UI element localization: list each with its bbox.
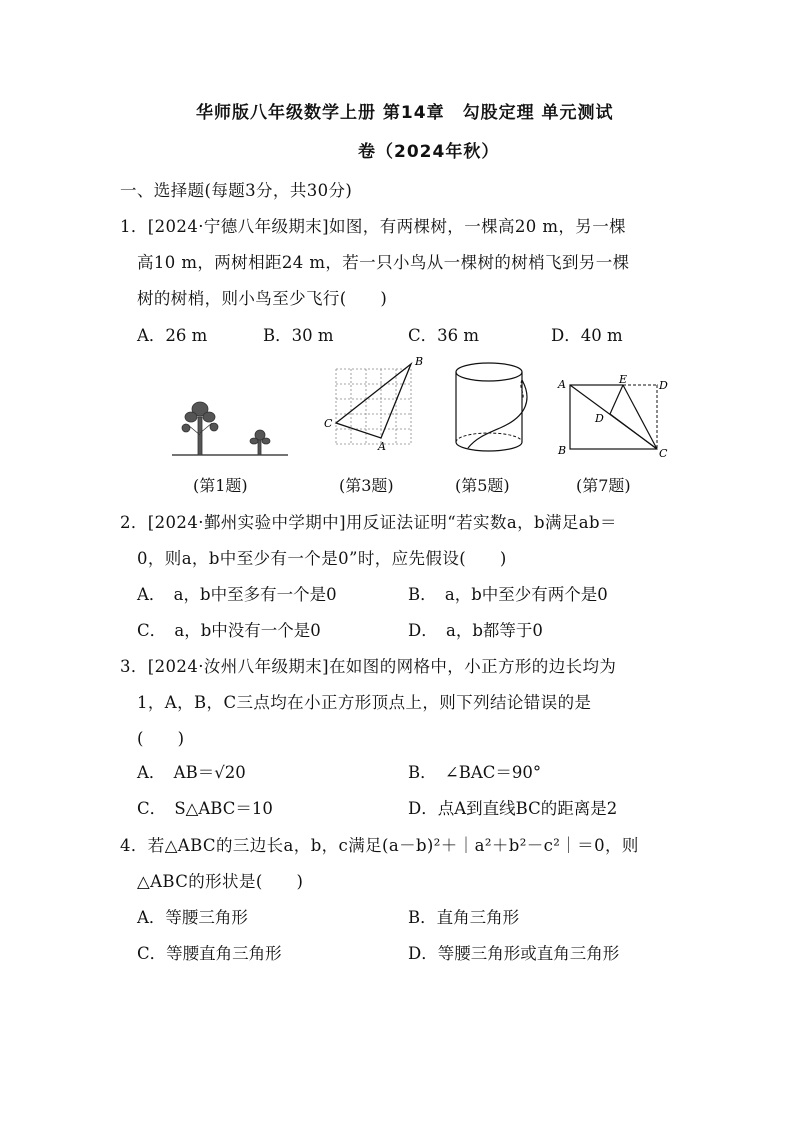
- q2-option-d: D． a，b都等于0: [408, 621, 543, 640]
- q3-line-3: ( ): [137, 729, 185, 748]
- figure-3-caption: (第3题): [339, 476, 394, 495]
- q4-option-c: C．等腰直角三角形: [137, 944, 282, 963]
- figure-7-rectangle: [555, 372, 671, 460]
- figure-3-grid-triangle: [318, 355, 428, 451]
- q4-line-1: 4．若△ABC的三边长a，b，c满足(a－b)²＋｜a²＋b²－c²｜＝0，则: [120, 836, 639, 855]
- q4-option-a: A．等腰三角形: [137, 908, 248, 927]
- page-title-line-2: 卷（2024年秋）: [358, 142, 500, 162]
- point-e-label: E: [619, 373, 628, 386]
- point-a-label: A: [378, 440, 386, 453]
- q2-line-1: 2．[2024·鄞州实验中学期中]用反证法证明“若实数a，b满足ab＝: [120, 513, 617, 532]
- q1-option-d: D．40 m: [551, 326, 623, 345]
- q1-option-a: A．26 m: [137, 326, 208, 345]
- q4-line-2: △ABC的形状是( ): [137, 872, 304, 891]
- q2-line-2: 0，则a，b中至少有一个是0”时，应先假设( ): [137, 549, 507, 568]
- figure-5-caption: (第5题): [455, 476, 510, 495]
- q3-line-1: 3．[2024·汝州八年级期末]在如图的网格中，小正方形的边长均为: [120, 657, 617, 676]
- point-d-corner-label: D: [659, 379, 668, 392]
- q2-option-c: C． a，b中没有一个是0: [137, 621, 321, 640]
- q1-option-c: C．36 m: [408, 326, 480, 345]
- point-b-label: B: [415, 355, 424, 368]
- q1-option-b: B．30 m: [263, 326, 334, 345]
- point-a-label: A: [558, 378, 566, 391]
- q1-line-3: 树的树梢，则小鸟至少飞行( ): [137, 289, 388, 308]
- figure-5-cylinder: [448, 358, 534, 456]
- q3-option-b: B． ∠BAC＝90°: [408, 763, 542, 782]
- q1-line-1: 1．[2024·宁德八年级期末]如图，有两棵树，一棵高20 m，另一棵: [120, 217, 626, 236]
- section-header: 一、选择题(每题3分，共30分): [120, 181, 353, 200]
- q1-line-2: 高10 m，两树相距24 m，若一只小鸟从一棵树的树梢飞到另一棵: [137, 253, 630, 272]
- point-c-label: C: [324, 417, 333, 430]
- figure-7-caption: (第7题): [576, 476, 631, 495]
- q3-option-a: A． AB＝√20: [137, 763, 246, 782]
- page-title-line-1: 华师版八年级数学上册 第14章 勾股定理 单元测试: [196, 103, 614, 123]
- tall-tree-icon: [182, 402, 218, 455]
- q4-option-b: B．直角三角形: [408, 908, 520, 927]
- point-d-fold-label: D: [595, 412, 604, 425]
- figure-1-trees: [172, 395, 292, 461]
- short-tree-icon: [250, 430, 270, 455]
- point-b-label: B: [558, 444, 567, 457]
- q2-option-b: B． a，b中至少有两个是0: [408, 585, 608, 604]
- q3-option-d: D．点A到直线BC的距离是2: [408, 799, 618, 818]
- figure-1-caption: (第1题): [193, 476, 248, 495]
- q2-option-a: A． a，b中至多有一个是0: [137, 585, 337, 604]
- point-c-label: C: [659, 447, 668, 460]
- q3-option-c: C． S△ABC＝10: [137, 799, 273, 818]
- q3-line-2: 1，A，B，C三点均在小正方形顶点上，则下列结论错误的是: [137, 693, 592, 712]
- q4-option-d: D．等腰三角形或直角三角形: [408, 944, 620, 963]
